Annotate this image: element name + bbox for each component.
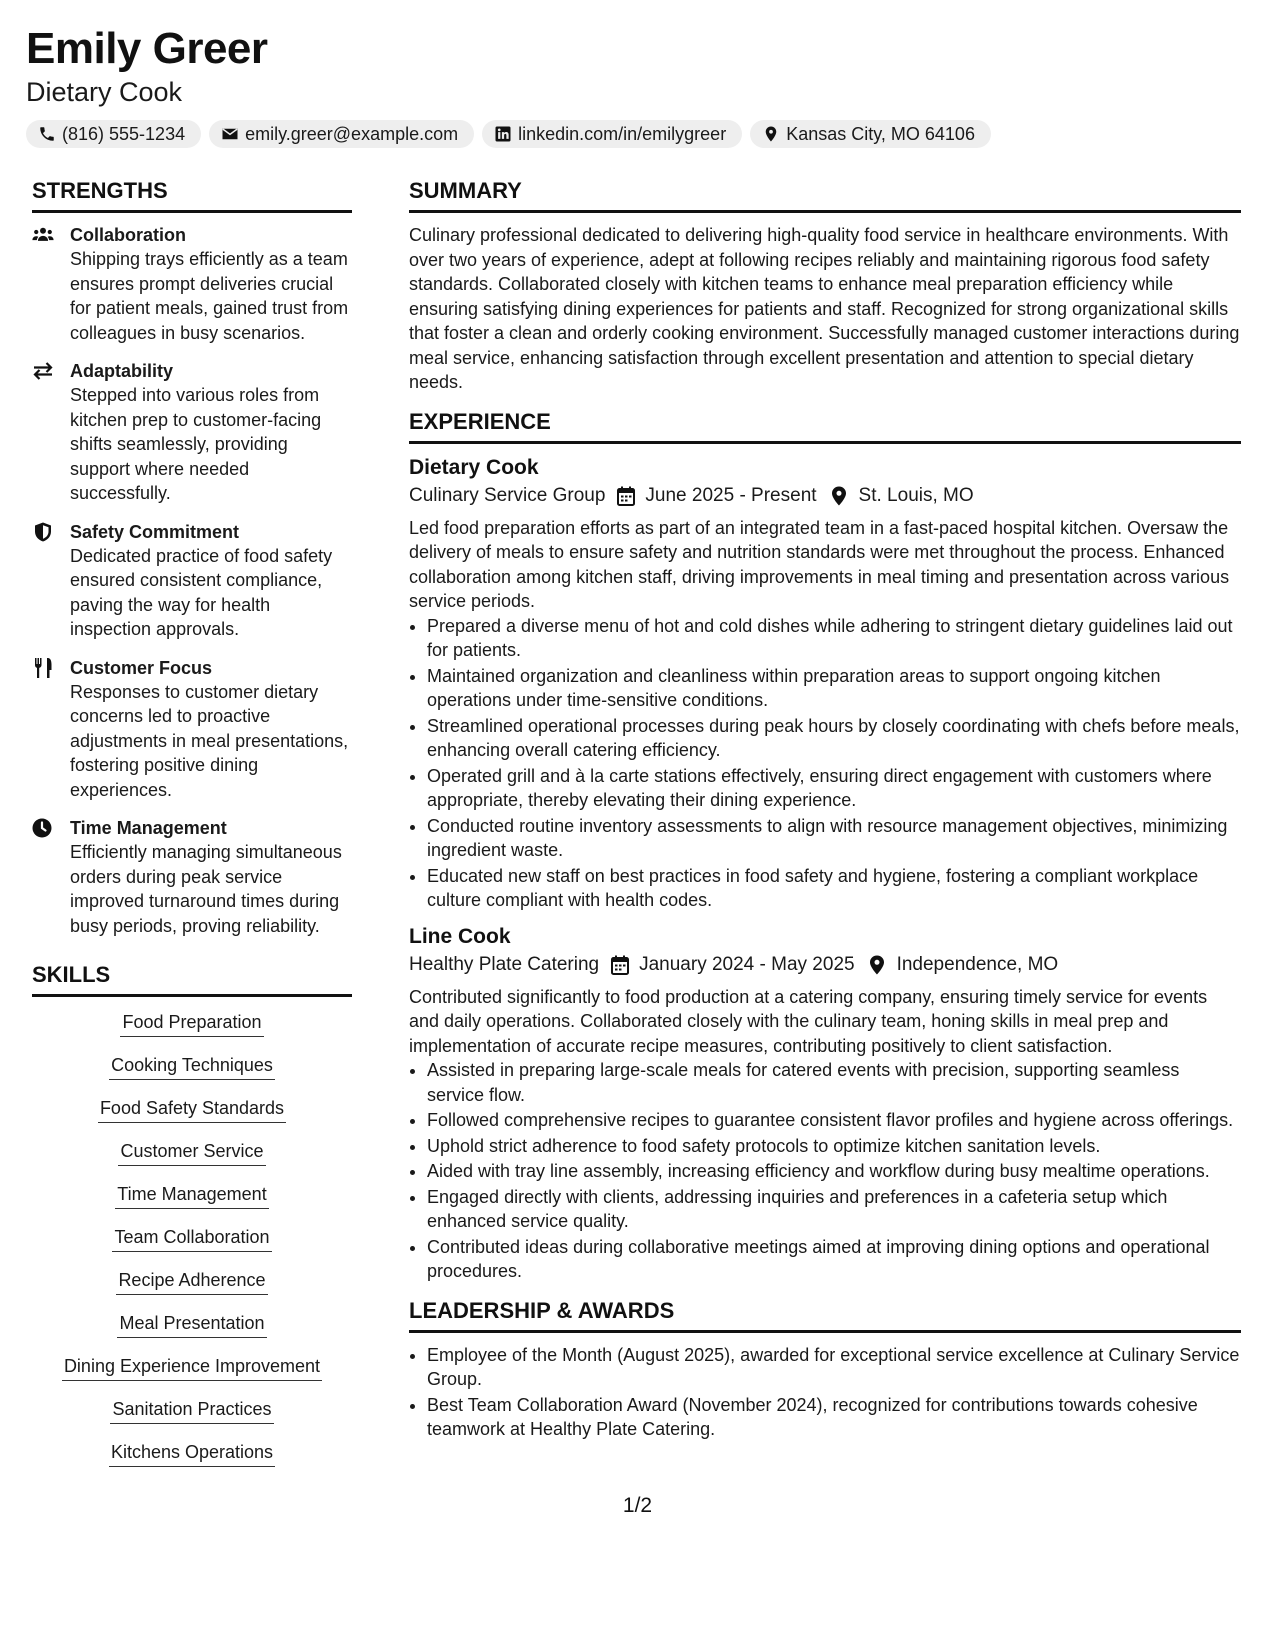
job-description: Led food preparation efforts as part of an integrated team in a fast-paced hospital kitchen. Oversaw the delivery of meals to ensure safety and nutrition standards were met throughout the process. Enhanced collaboration among kitchen staff, driving improvements in meal timing and presentation across various service periods. — [409, 517, 1230, 611]
strength-item — [32, 656, 352, 803]
summary-heading: SUMMARY — [409, 178, 1241, 213]
job-bullet: • Educated new staff on best practices in food safety and hygiene, fostering a compliant workplace culture compliant with health codes. — [427, 864, 1241, 913]
job-dates: June 2025 - Present — [645, 484, 817, 506]
calendar-icon — [617, 486, 635, 506]
strengths-heading: STRENGTHS — [32, 178, 352, 213]
job-description: Contributed significantly to food production at a catering company, ensuring timely service for events and daily operations. Collaborated closely with the culinary team, honing skills in meal prep and implementation of accurate recipe measures, contributing positively to client satisfaction. — [409, 986, 1208, 1056]
leadership-section — [409, 1298, 1241, 1442]
candidate-role: Dietary Cook — [26, 77, 183, 107]
skill-tag: Customer Service — [118, 1140, 265, 1166]
strength-item — [32, 816, 352, 938]
summary-text: Culinary professional dedicated to delivering high-quality food service in healthcare environments. With over two years of experience, adept at following recipes reliably and maintaining rigorous food safety standards. Collaborated closely with kitchen teams to enhance meal preparation efficiency while ensuring satisfying dining experiences for patients and staff. Recognized for strong organizational skills that foster a clean and orderly cooking environment. Successfully managed customer interactions during meal service, enhancing satisfaction through excellent presentation and attention to special dietary needs. — [409, 225, 1240, 392]
contact-bar — [26, 120, 1249, 148]
map-pin-icon — [869, 955, 885, 975]
phone-icon — [38, 125, 56, 143]
email-text: emily.greer@example.com — [245, 123, 459, 144]
skill-tag: Team Collaboration — [112, 1226, 271, 1252]
job-bullet: • Followed comprehensive recipes to guarantee consistent flavor profiles and hygiene across offerings. — [427, 1108, 1241, 1133]
skill-tag: Time Management — [115, 1183, 268, 1209]
job-bullet: • Maintained organization and cleanliness within preparation areas to support ongoing kitchen operations under time-sensitive conditions. — [427, 664, 1241, 713]
calendar-icon — [611, 955, 629, 975]
strength-desc: Dedicated practice of food safety ensured consistent compliance, paving the way for health inspection approvals. — [70, 545, 333, 639]
strength-title: Adaptability — [70, 361, 174, 381]
strength-desc: Stepped into various roles from kitchen prep to customer-facing shifts seamlessly, providing support where needed successfully. — [70, 385, 322, 503]
resume-header — [26, 24, 1249, 148]
skill-tag: Recipe Adherence — [116, 1269, 267, 1295]
strength-item — [32, 359, 352, 506]
left-column — [32, 178, 352, 1484]
linkedin-text: linkedin.com/in/emilygreer — [518, 123, 727, 144]
skill-tag: Food Safety Standards — [98, 1097, 286, 1123]
map-pin-icon — [831, 486, 847, 506]
utensils-icon — [32, 658, 54, 678]
leadership-item: • Best Team Collaboration Award (November 2024), recognized for contributions towards cohesive teamwork at Healthy Plate Catering. — [427, 1393, 1241, 1442]
contact-phone[interactable] — [26, 120, 201, 148]
job-entry — [409, 454, 1241, 913]
experience-heading: EXPERIENCE — [409, 409, 1241, 444]
leadership-list — [409, 1343, 1241, 1442]
job-company: Culinary Service Group — [409, 484, 606, 506]
job-bullets — [409, 1058, 1241, 1284]
skill-tag: Sanitation Practices — [110, 1398, 273, 1424]
job-meta — [409, 951, 1241, 979]
job-bullets — [409, 614, 1241, 913]
map-pin-icon — [762, 125, 780, 143]
strength-desc: Shipping trays efficiently as a team ensures prompt deliveries crucial for patient meals, gained trust from colleagues in busy scenarios. — [70, 249, 349, 343]
job-title: Line Cook — [409, 924, 511, 948]
strength-title: Customer Focus — [70, 657, 213, 678]
location-text: Kansas City, MO 64106 — [786, 123, 975, 144]
strength-title: Collaboration — [70, 225, 186, 245]
page-number: 1/2 — [622, 1494, 653, 1517]
right-column — [409, 178, 1241, 1443]
strength-desc: Responses to customer dietary concerns led to proactive adjustments in meal presentations, fostering positive dining experiences. — [70, 681, 349, 800]
job-meta — [409, 482, 1241, 510]
phone-text: (816) 555-1234 — [62, 123, 186, 144]
clock-icon — [32, 818, 54, 838]
contact-email[interactable] — [209, 120, 474, 148]
envelope-icon — [221, 125, 239, 143]
strength-title: Time Management — [70, 818, 227, 838]
skills-heading: SKILLS — [32, 962, 352, 997]
job-bullet: • Operated grill and à la carte stations effectively, ensuring direct engagement with customers where appropriate, thereby elevating their dining experience. — [427, 764, 1241, 813]
job-title: Dietary Cook — [409, 455, 539, 479]
skills-section — [32, 962, 352, 1484]
leadership-item: • Employee of the Month (August 2025), awarded for exceptional service excellence at Culinary Service Group. — [427, 1343, 1241, 1392]
job-bullet: • Uphold strict adherence to food safety protocols to optimize kitchen sanitation levels. — [427, 1134, 1241, 1159]
job-bullet: • Contributed ideas during collaborative meetings aimed at improving dining options and operational procedures. — [427, 1235, 1241, 1284]
skill-tag: Food Preparation — [120, 1011, 263, 1037]
job-bullet: • Prepared a diverse menu of hot and cold dishes while adhering to stringent dietary guidelines laid out for patients. — [427, 614, 1241, 663]
skill-list — [32, 1007, 352, 1484]
linkedin-icon — [494, 125, 512, 143]
skill-tag: Cooking Techniques — [109, 1054, 275, 1080]
users-icon — [32, 225, 54, 245]
leadership-heading: LEADERSHIP & AWARDS — [409, 1298, 1241, 1333]
skill-tag: Dining Experience Improvement — [62, 1355, 322, 1381]
job-bullet: • Aided with tray line assembly, increasing efficiency and workflow during busy mealtime operations. — [427, 1159, 1241, 1184]
shield-icon — [32, 522, 54, 542]
job-bullet: • Engaged directly with clients, addressing inquiries and preferences in a cafeteria setup which enhanced service quality. — [427, 1185, 1241, 1234]
skill-tag: Kitchens Operations — [109, 1441, 275, 1467]
candidate-name: Emily Greer — [26, 24, 268, 73]
skill-tag: Meal Presentation — [117, 1312, 266, 1338]
job-bullet: • Conducted routine inventory assessments to align with resource management objectives, minimizing ingredient waste. — [427, 814, 1241, 863]
experience-section — [409, 409, 1241, 1284]
job-bullet: • Assisted in preparing large-scale meals for catered events with precision, supporting seamless service flow. — [427, 1058, 1241, 1107]
job-entry — [409, 923, 1241, 1284]
strength-title: Safety Commitment — [70, 521, 240, 542]
job-location: St. Louis, MO — [858, 484, 974, 506]
strength-item — [32, 520, 352, 642]
summary-section — [409, 178, 1241, 395]
strength-desc: Efficiently managing simultaneous orders during peak service improved turnaround times during busy periods, proving reliability. — [70, 842, 342, 936]
job-location: Independence, MO — [896, 953, 1059, 975]
job-bullet: • Streamlined operational processes during peak hours by closely coordinating with chefs before meals, enhancing overall catering efficiency. — [427, 714, 1241, 763]
contact-linkedin[interactable] — [482, 120, 742, 148]
strength-item — [32, 223, 352, 345]
job-dates: January 2024 - May 2025 — [639, 953, 855, 975]
job-company: Healthy Plate Catering — [409, 953, 600, 975]
contact-location — [750, 120, 991, 148]
arrows-exchange-icon — [32, 361, 54, 381]
